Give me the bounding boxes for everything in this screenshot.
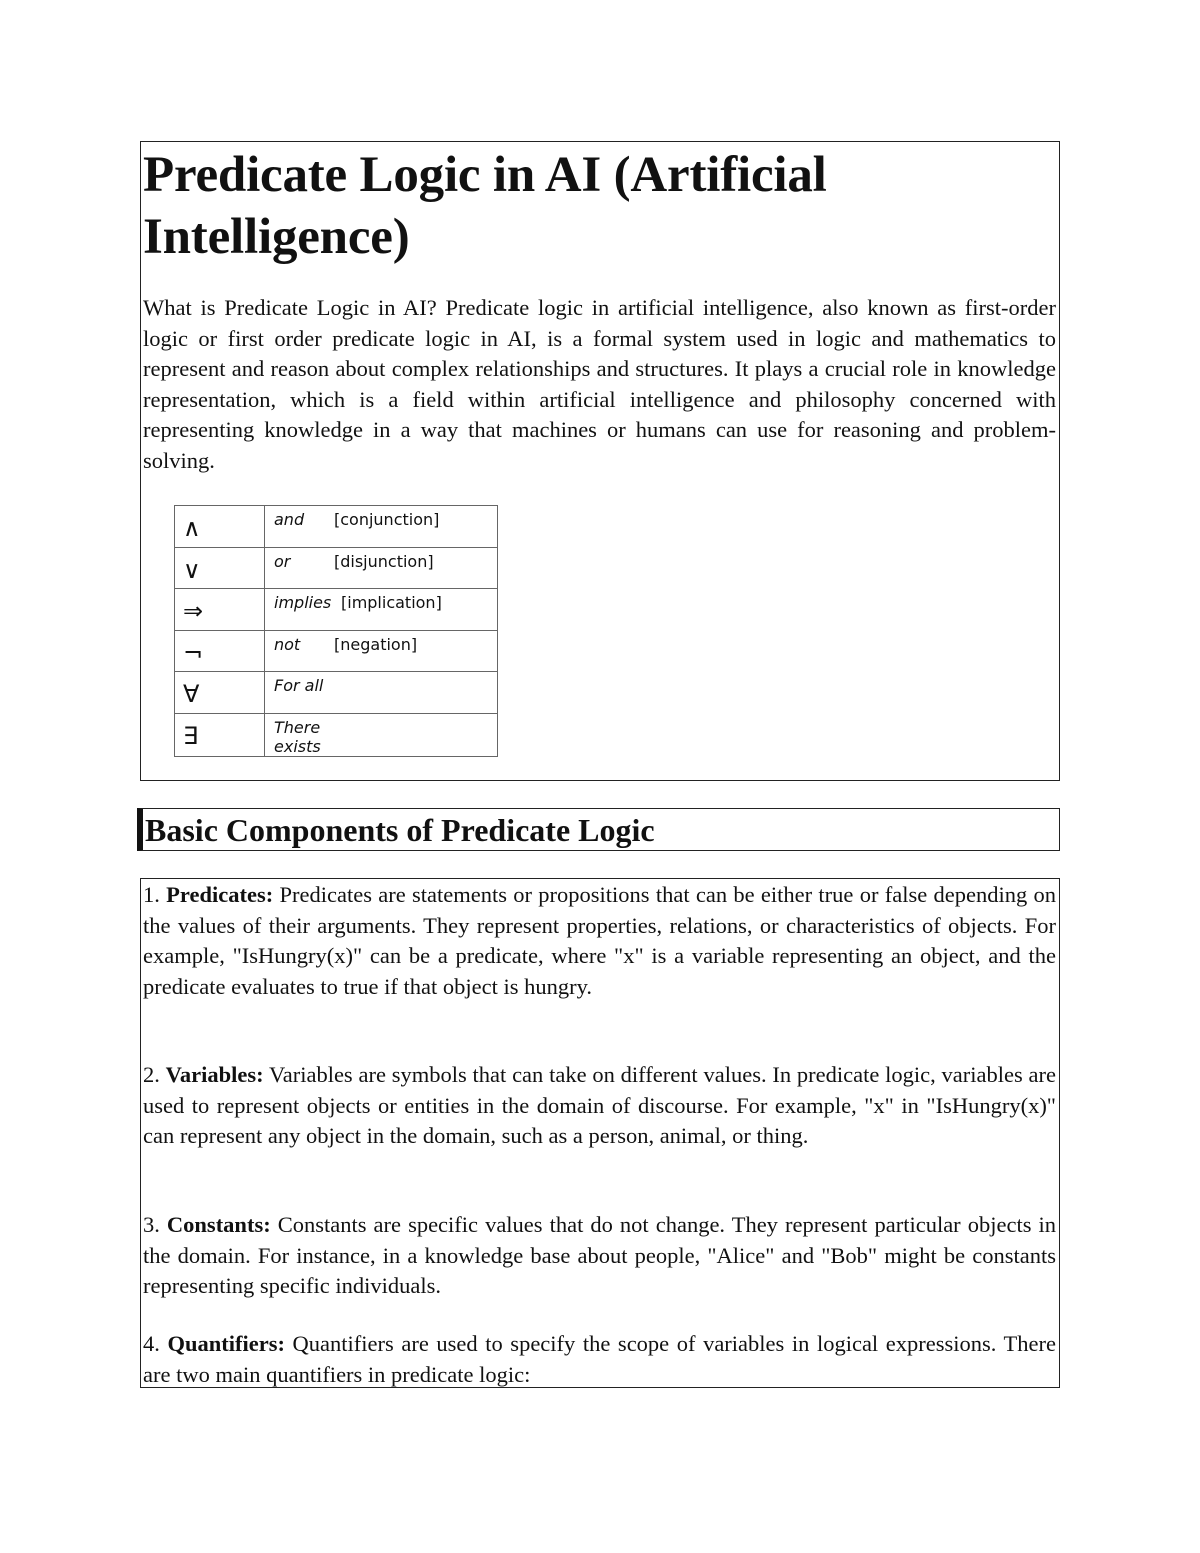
symbol-cell: ∃	[175, 713, 265, 756]
symbol-cell: ∨	[175, 547, 265, 589]
list-item	[143, 1210, 1056, 1302]
item-text: Quantifiers are used to specify the scope of variables in logical expressions. There are two main quantifiers in predicate logic:	[143, 1331, 1057, 1387]
connective-word: There exists	[274, 717, 321, 756]
list-item	[143, 1329, 1056, 1390]
connective-word: not	[274, 634, 301, 654]
table-row	[175, 506, 498, 548]
item-term: Quantifiers:	[167, 1331, 285, 1356]
connective-word: For all	[274, 676, 324, 695]
symbol-cell: ∀	[175, 672, 265, 714]
list-item	[143, 1060, 1056, 1152]
table-row	[175, 713, 498, 756]
item-term: Predicates:	[166, 882, 274, 907]
connective-meaning: [implication]	[341, 593, 442, 612]
table-row	[175, 630, 498, 672]
table-row	[175, 589, 498, 631]
list-item	[143, 880, 1056, 1002]
description-cell	[265, 713, 498, 756]
logic-symbols-table	[174, 505, 498, 757]
item-number: 2.	[143, 1062, 166, 1087]
item-number: 1.	[143, 882, 167, 907]
components-section	[140, 878, 1060, 1388]
description-cell	[265, 547, 498, 589]
item-term: Constants:	[166, 1212, 271, 1237]
page-title: Predicate Logic in AI (Artificial Intelligence)	[143, 147, 827, 265]
connective-word: or	[274, 551, 291, 571]
connective-meaning: [disjunction]	[334, 551, 434, 571]
section-heading: Basic Components of Predicate Logic	[145, 812, 655, 848]
description-cell	[265, 589, 498, 631]
item-text: Variables are symbols that can take on different values. In predicate logic, variables are used to represent objects or entities in the domain of discourse. For example, "x" in "IsHungry(x)" can represent any object in the domain, such as a person, animal, or thing.	[143, 1062, 1057, 1148]
connective-meaning: [conjunction]	[334, 510, 440, 529]
connective-word: implies	[274, 593, 332, 612]
intro-paragraph: What is Predicate Logic in AI? Predicate logic in artificial intelligence, also known as first-order logic or first order predicate logic in AI, is a formal system used in logic and mathematics to represent and reason about complex relationships and structures. It plays a crucial role in knowledge representation, which is a field within artificial intelligence and philosophy concerned with representing knowledge in a way that machines or humans can use for reasoning and problem-solving.	[143, 295, 1056, 473]
description-cell	[265, 672, 498, 714]
description-cell	[265, 506, 498, 548]
table-row	[175, 672, 498, 714]
symbol-cell: ∧	[175, 506, 265, 548]
description-cell	[265, 630, 498, 672]
item-term: Variables:	[165, 1062, 264, 1087]
table-row	[175, 547, 498, 589]
section-heading-box	[137, 808, 1060, 851]
connective-meaning: [negation]	[334, 634, 418, 654]
item-number: 3.	[143, 1212, 167, 1237]
item-text: Predicates are statements or propositions that can be either true or false depending on the values of their arguments. They represent properties, relations, or characteristics of objects. For example, "IsHungry(x)" can be a predicate, where "x" is a variable representing an object, and the predicate evaluates to true if that object is hungry.	[143, 882, 1057, 999]
symbol-cell: ⇒	[175, 589, 265, 631]
intro-section	[140, 141, 1060, 781]
symbol-cell: ¬	[175, 630, 265, 672]
item-number: 4.	[143, 1331, 168, 1356]
item-text: Constants are specific values that do not change. They represent particular objects in the domain. For instance, in a knowledge base about people, "Alice" and "Bob" might be constants representing specific individuals.	[143, 1212, 1056, 1298]
connective-word: and	[274, 510, 305, 529]
